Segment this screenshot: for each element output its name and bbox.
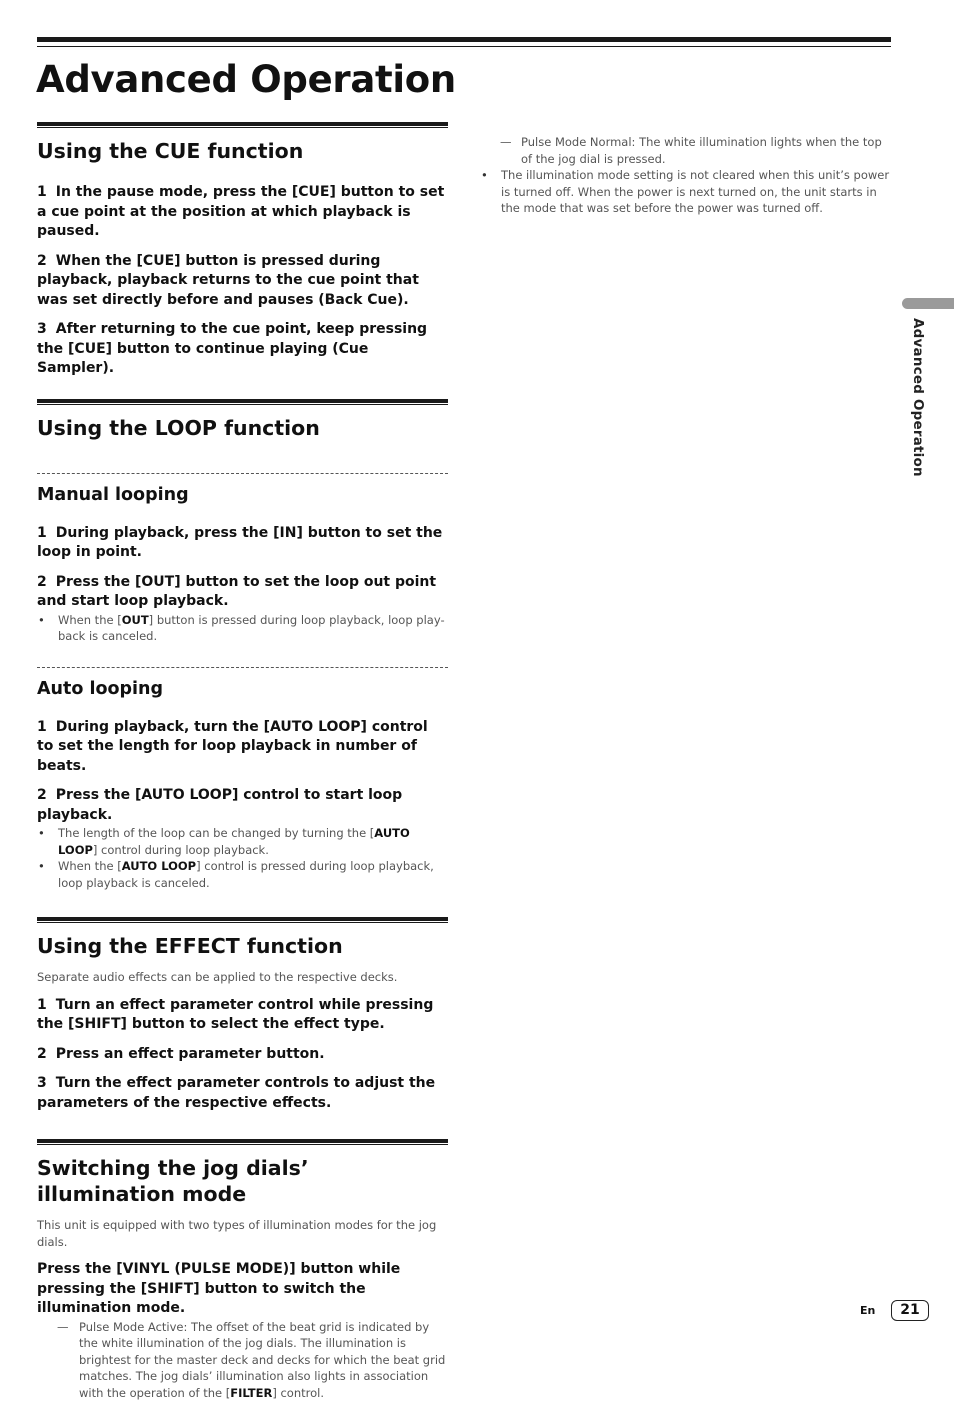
jog-intro: This unit is equipped with two types of illumination modes for the jog dials.	[37, 1217, 448, 1250]
jog-mode-list-continued	[480, 134, 892, 167]
loop-heading: Using the LOOP function	[37, 415, 448, 441]
language-label: En	[860, 1304, 875, 1317]
jog-heading: Switching the jog dials’ illumination mode	[37, 1155, 448, 1207]
right-column	[480, 134, 892, 217]
effect-heading: Using the EFFECT function	[37, 933, 448, 959]
dashed-rule	[37, 667, 448, 668]
jog-mode-list	[37, 1319, 448, 1401]
jog-section	[37, 1139, 448, 1401]
side-tab-marker	[902, 298, 954, 309]
list-item: • When the [AUTO LOOP] control is pressed during loop playback, loop playback is canceled.	[37, 858, 448, 891]
auto-notes	[37, 825, 448, 891]
top-rule	[37, 37, 891, 42]
section-rule	[37, 399, 448, 406]
list-item: — Pulse Mode Active: The offset of the beat grid is indicated by the white illumination of the jog dials. The illumination is brightest for the master deck and decks for which the beat grid matches. The jog dials’ illumination also lights in association with the operation of the [FILTER] control.	[37, 1319, 448, 1401]
page-number: 21	[891, 1300, 929, 1321]
effect-step-3: 3 Turn the effect parameter controls to adjust the parameters of the respective effects.	[37, 1074, 448, 1113]
cue-section	[37, 122, 448, 379]
manual-step-1: 1 During playback, press the [IN] button to set the loop in point.	[37, 524, 448, 563]
effect-step-1: 1 Turn an effect parameter control while pressing the [SHIFT] button to select the effect type.	[37, 996, 448, 1035]
section-rule	[37, 1139, 448, 1146]
section-rule	[37, 122, 448, 129]
cue-heading: Using the CUE function	[37, 138, 448, 164]
auto-step-2: 2 Press the [AUTO LOOP] control to start loop playback.	[37, 786, 448, 825]
auto-looping-heading: Auto looping	[37, 677, 448, 701]
side-chapter-label: Advanced Operation	[910, 318, 926, 477]
effect-step-2: 2 Press an effect parameter button.	[37, 1045, 448, 1065]
auto-step-1: 1 During playback, turn the [AUTO LOOP] control to set the length for loop playback in number of beats.	[37, 718, 448, 777]
manual-looping-heading: Manual looping	[37, 483, 448, 507]
jog-notes	[480, 167, 892, 217]
list-item: • When the [OUT] button is pressed during loop playback, loop play-back is canceled.	[37, 612, 448, 645]
list-item: • The length of the loop can be changed by turning the [AUTO LOOP] control during loop playback.	[37, 825, 448, 858]
left-column	[37, 122, 448, 1401]
cue-step-1: 1 In the pause mode, press the [CUE] button to set a cue point at the position at which playback is paused.	[37, 183, 448, 242]
section-rule	[37, 917, 448, 924]
jog-step: Press the [VINYL (PULSE MODE)] button while pressing the [SHIFT] button to switch the illumination mode.	[37, 1260, 448, 1319]
list-item: • The illumination mode setting is not cleared when this unit’s power is turned off. When the power is next turned on, the unit starts in the mode that was set before the power was turned off.	[480, 167, 892, 217]
list-item: — Pulse Mode Normal: The white illumination lights when the top of the jog dial is pressed.	[480, 134, 892, 167]
manual-notes	[37, 612, 448, 645]
cue-step-3: 3 After returning to the cue point, keep pressing the [CUE] button to continue playing (Cue Sampler).	[37, 320, 448, 379]
effect-section	[37, 917, 448, 1113]
loop-section	[37, 399, 448, 892]
page-title: Advanced Operation	[36, 58, 456, 101]
manual-step-2: 2 Press the [OUT] button to set the loop out point and start loop playback.	[37, 573, 448, 612]
effect-intro: Separate audio effects can be applied to the respective decks.	[37, 969, 448, 986]
dashed-rule	[37, 473, 448, 474]
cue-step-2: 2 When the [CUE] button is pressed during playback, playback returns to the cue point that was set directly before and pauses (Back Cue).	[37, 252, 448, 311]
